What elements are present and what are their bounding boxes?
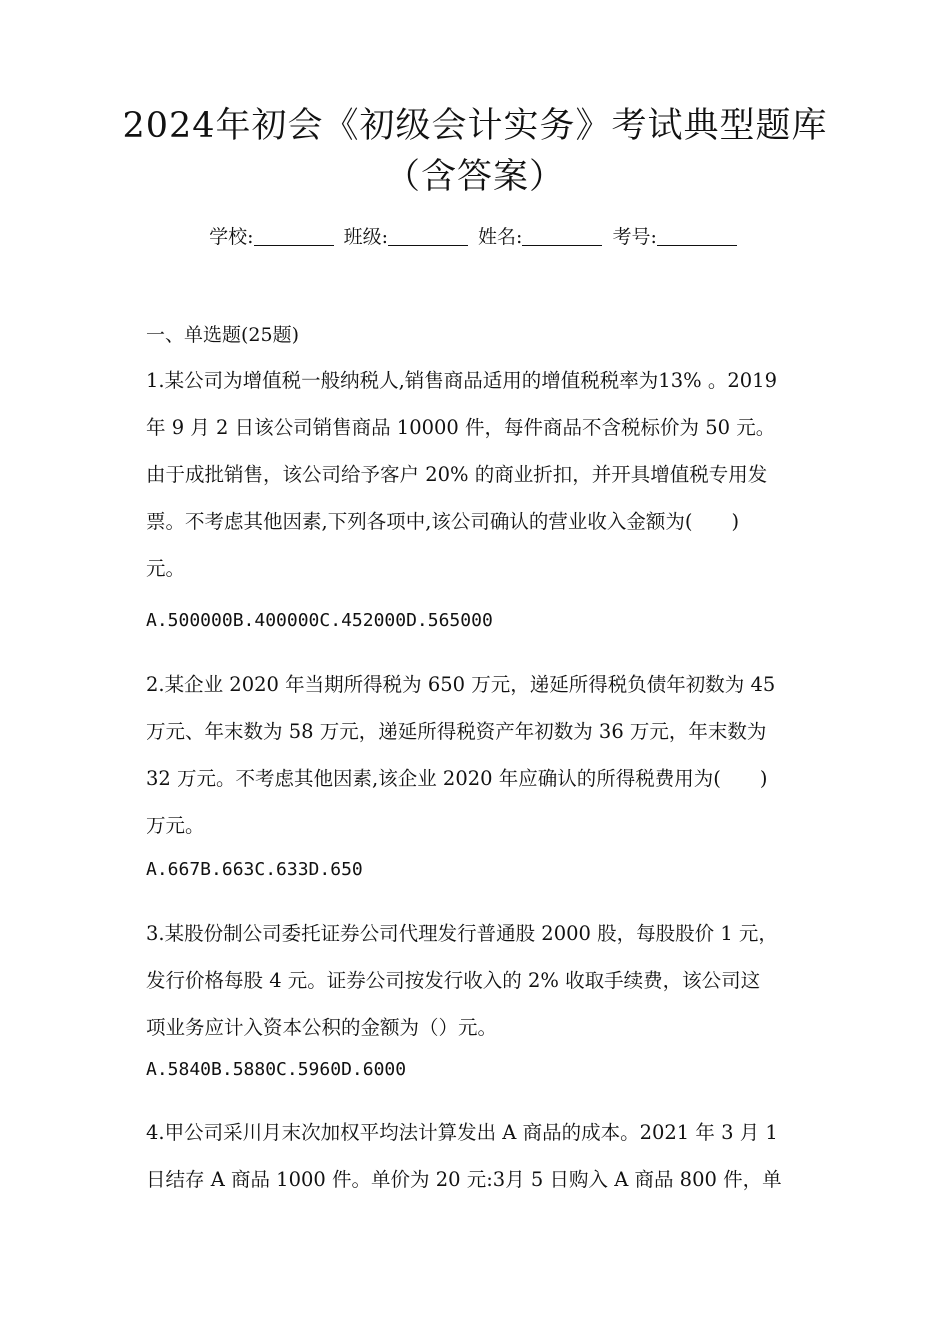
question-text-line: 万元、年末数为 58 万元，递延所得税资产年初数为 36 万元，年末数为	[146, 720, 767, 743]
question-text-line: 元。	[146, 557, 186, 580]
question-text-line: 日结存 A 商品 1000 件。单价为 20 元:3月 5 日购入 A 商品 800 件，单	[146, 1168, 782, 1191]
question-2	[146, 661, 808, 849]
question-3	[146, 910, 808, 1051]
name-blank	[522, 225, 602, 246]
question-text-line: 4.甲公司采川月末次加权平均法计算发出 A 商品的成本。2021 年 3 月 1	[146, 1121, 778, 1144]
question-text-line: 3.某股份制公司委托证券公司代理发行普通股 2000 股，每股股价 1 元，	[146, 922, 778, 945]
question-text-line: 年 9 月 2 日该公司销售商品 10000 件，每件商品不含税标价为 50 元。	[146, 416, 776, 439]
school-label: 学校:	[209, 226, 254, 248]
school-blank	[254, 225, 334, 246]
name-label: 姓名:	[478, 226, 523, 248]
question-text-line: 票。不考虑其他因素,下列各项中,该公司确认的营业收入金额为( )	[146, 510, 740, 533]
document-subtitle: （含答案）	[384, 157, 565, 197]
question-text-line: 项业务应计入资本公积的金额为（）元。	[146, 1016, 498, 1039]
question-text-line: 万元。	[146, 814, 205, 837]
question-2-options: A.667B.663C.633D.650	[146, 859, 363, 880]
question-3-options: A.5840B.5880C.5960D.6000	[146, 1059, 407, 1080]
number-blank	[657, 225, 737, 246]
question-text-line: 32 万元。不考虑其他因素,该企业 2020 年应确认的所得税费用为( )	[146, 767, 768, 790]
question-text-line: 2.某企业 2020 年当期所得税为 650 万元，递延所得税负债年初数为 45	[146, 673, 776, 696]
question-text-line: 由于成批销售，该公司给予客户 20% 的商业折扣，并开具增值税专用发	[146, 463, 768, 486]
question-1-options: A.500000B.400000C.452000D.565000	[146, 610, 493, 631]
question-4	[146, 1109, 808, 1203]
question-text-line: 发行价格每股 4 元。证券公司按发行收入的 2% 收取手续费，该公司这	[146, 969, 761, 992]
section-heading: 一、单选题(25题)	[146, 324, 300, 346]
student-info-row	[100, 222, 850, 252]
question-text-line: 1.某公司为增值税一般纳税人,销售商品适用的增值税税率为13% 。2019	[146, 369, 777, 392]
question-1	[146, 357, 808, 592]
document-title: 2024年初会《初级会计实务》考试典型题库	[122, 106, 828, 146]
number-label: 考号:	[612, 226, 657, 248]
class-blank	[388, 225, 468, 246]
class-label: 班级:	[343, 226, 388, 248]
